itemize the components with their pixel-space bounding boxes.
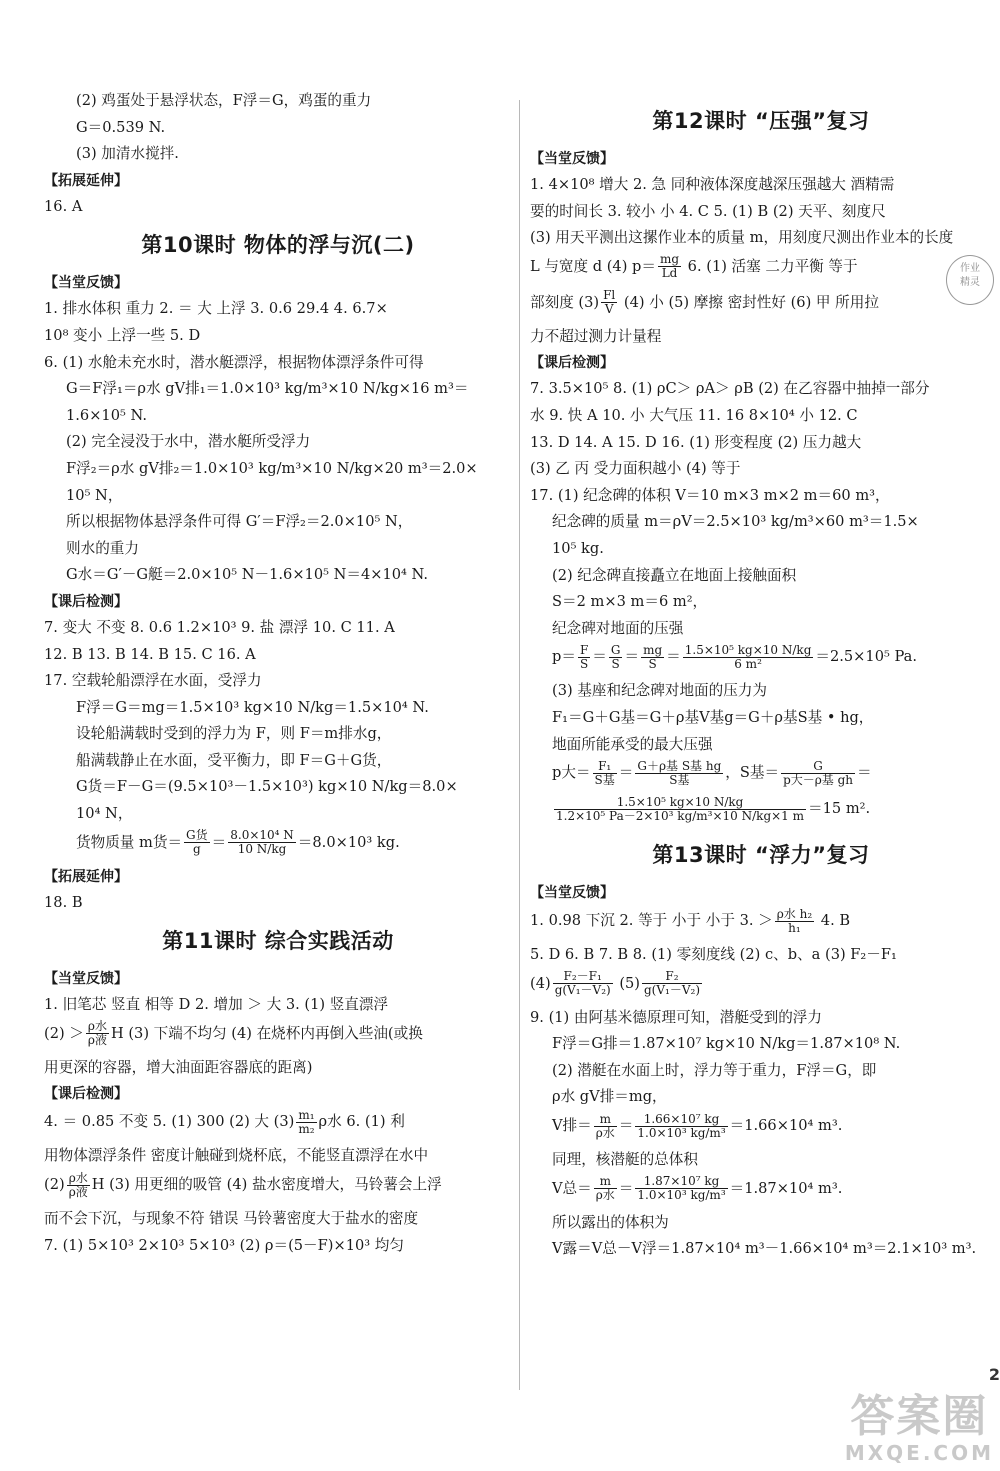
text: 4. B [816, 912, 851, 930]
text-line: 10⁴ N， [76, 805, 133, 823]
text-line: 纪念碑的质量 m＝ρV＝2.5×10³ kg/m³×60 m³＝1.5× [552, 513, 919, 531]
text-line: 12. B 13. B 14. B 15. C 16. A [44, 645, 256, 663]
fraction [228, 829, 296, 856]
text-line: F浮＝G排＝1.87×10⁷ kg×10 N/kg＝1.87×10⁸ N. [552, 1035, 901, 1053]
text: p大＝ [552, 764, 591, 782]
fraction [658, 253, 681, 280]
fraction [601, 289, 617, 316]
formula-line: p大＝ $\frac{\text{F₁}}{\text{S基}}$ ＝ $\frac{\text{G＋ρ基 S基 hg}}{\text{S基}}$ ，S基＝ $\frac{G}{\text{p大－ρ基 gh}}$ ＝ [552, 758, 872, 787]
text-line: (2) 潜艇在水面上时，浮力等于重力，F浮＝G，即 [552, 1061, 877, 1079]
denominator: S基 [594, 772, 615, 787]
text-line: 则水的重力 [66, 539, 139, 557]
text-line: F浮＝G＝mg＝1.5×10³ kg×10 N/kg＝1.5×10⁴ N. [76, 698, 429, 716]
text: ，S基＝ [725, 764, 780, 782]
text-line: G＝0.539 N. [76, 118, 166, 136]
text-line: G货＝F－G＝(9.5×10³－1.5×10³) kg×10 N/kg＝8.0× [76, 778, 458, 796]
fraction [781, 760, 855, 787]
formula-line [44, 1170, 512, 1206]
text: H (3) 下端不均匀 (4) 在烧杯内再倒入些油(或换 [110, 1024, 423, 1042]
text-line: 水 9. 快 A 10. 小 大气压 11. 16 8×10⁴ 小 12. C [530, 406, 858, 424]
text: (2) [44, 1176, 65, 1194]
text-line: 所以根据物体悬浮条件可得 G′＝F浮₂＝2.0×10⁵ N， [66, 513, 413, 531]
stamp-logo [946, 255, 994, 305]
text: ＝8.0×10³ kg. [297, 833, 400, 851]
text: L 与宽度 d (4) p＝ [530, 257, 656, 275]
fraction [594, 1113, 617, 1140]
text-line: 1. 4×10⁸ 增大 2. 急 同种液体深度越深压强越大 酒精需 [530, 176, 895, 193]
lesson-title: 第13课时 “浮力”复习 [652, 843, 870, 868]
text-line: 17. (1) 纪念碑的体积 V＝10 m×3 m×2 m＝60 m³， [530, 486, 890, 504]
denominator: ρ液 [87, 1033, 107, 1048]
text-line: (3) 用天平测出这摞作业本的质量 m，用刻度尺测出作业本的长度 [530, 229, 954, 247]
denominator: g(V₁－V₂) [644, 983, 700, 998]
text: (4) [530, 974, 551, 992]
fraction [641, 644, 664, 671]
numerator: mg [659, 252, 680, 267]
section-header: 【当堂反馈】 [530, 885, 614, 902]
denominator: S [611, 656, 620, 671]
denominator: h₁ [788, 920, 801, 935]
page-number: 2 [988, 1365, 1000, 1384]
text-line: 1. 排水体积 重力 2. ＝ 大 上浮 3. 0.6 29.4 4. 6.7× [44, 300, 388, 318]
text-line: (3) 乙 丙 受力面积越小 (4) 等于 [530, 460, 741, 478]
text-line: 用物体漂浮条件 密度计触碰到烧杯底，不能竖直漂浮在水中 [44, 1147, 429, 1165]
fraction [67, 1172, 90, 1199]
lesson-title: 第10课时 物体的浮与沉(二) [141, 233, 415, 258]
text-line: S＝2 m×3 m＝6 m²， [552, 593, 708, 611]
stamp-text: 精灵 [960, 277, 980, 288]
numerator: m₁ [298, 1107, 315, 1122]
denominator: Ld [661, 266, 678, 281]
fraction [775, 908, 814, 935]
text-line: V露＝V总－V浮＝1.87×10⁴ m³－1.66×10⁴ m³＝2.1×10³ m³. [552, 1240, 977, 1258]
numerator: F₂－F₁ [553, 970, 613, 984]
denominator: S基 [669, 772, 690, 787]
numerator: G＋ρ基 S基 hg [637, 758, 722, 773]
fraction [554, 796, 806, 823]
section-header: 【当堂反馈】 [44, 275, 128, 292]
text-line: 6. (1) 水舱未充水时，潜水艇漂浮，根据物体漂浮条件可得 [44, 353, 424, 371]
numerator: m [594, 1175, 617, 1189]
formula-line: V排＝ $\frac{m}{\text{ρ水}}$ ＝ $\frac{\text{1.66×10⁷ kg}}{\text{1.0×10³ kg/m³}}$ ＝1.66×10⁴ m³. [552, 1111, 843, 1140]
lesson-title: 第12课时 “压强”复习 [652, 109, 870, 133]
denominator: 6 m² [734, 656, 762, 671]
text-line: 10⁵ kg. [552, 539, 604, 557]
formula-line: V总＝ $\frac{m}{\text{ρ水}}$ ＝ $\frac{\text{1.87×10⁷ kg}}{\text{1.0×10³ kg/m³}}$ ＝1.87×10⁴ m³. [552, 1174, 843, 1203]
fraction [609, 644, 623, 671]
text-line: 1.6×10⁵ N. [66, 406, 147, 424]
numerator: 1.87×10⁷ kg [635, 1175, 727, 1189]
numerator: 1.66×10⁷ kg [635, 1113, 727, 1127]
denominator: S [579, 656, 589, 671]
denominator: 10 N/kg [237, 842, 287, 857]
text-line: 所以露出的体积为 [552, 1213, 669, 1231]
numerator: ρ水 [68, 1170, 88, 1185]
section-header: 【拓展延伸】 [44, 868, 128, 885]
numerator: mg [643, 642, 663, 657]
text: 6. (1) 活塞 二力平衡 等于 [683, 257, 858, 275]
section-header: 【课后检测】 [530, 355, 614, 372]
watermark-logo [845, 1393, 994, 1465]
text: (2) ＞ [44, 1024, 84, 1042]
numerator: ρ水 [87, 1019, 107, 1034]
text: (5) [614, 974, 640, 992]
stamp-text: 作业 [960, 263, 980, 274]
text: ＝2.5×10⁵ Pa. [815, 648, 917, 666]
fraction [553, 970, 613, 997]
fraction [296, 1109, 316, 1136]
text: 4. ＝ 0.85 不变 5. (1) 300 (2) 大 (3) [44, 1113, 295, 1131]
column-divider [519, 100, 520, 1390]
denominator: 1.0×10³ kg/m³ [637, 1125, 726, 1140]
formula-line [44, 1107, 512, 1143]
denominator: 1.2×10⁵ Pa－2×10³ kg/m³×10 N/kg×1 m [556, 808, 805, 823]
fraction [594, 1175, 617, 1202]
text-line: 7. 3.5×10⁵ 8. (1) ρC＞ ρA＞ ρB (2) 在乙容器中抽掉一部分 [530, 380, 930, 398]
formula-line [44, 828, 512, 864]
numerator: F [579, 642, 589, 657]
text-line: (2) 鸡蛋处于悬浮状态，F浮＝G，鸡蛋的重力 [76, 92, 372, 109]
numerator: G货 [186, 828, 208, 843]
fraction [86, 1020, 109, 1047]
text-line: ρ水 gV排＝mg， [552, 1088, 667, 1106]
text-line: 16. A [44, 197, 83, 215]
formula-line [530, 288, 992, 324]
denominator: ρ液 [68, 1184, 88, 1199]
denominator: p大－ρ基 gh [783, 772, 854, 787]
text-line: 1. 旧笔芯 竖直 相等 D 2. 增加 ＞ 大 3. (1) 竖直漂浮 [44, 996, 389, 1014]
formula-line: p＝ $\frac{F}{S}$ ＝ $\frac{G}{S}$ ＝ $\frac{mg}{S}$ ＝ $\frac{\text{1.5×10⁵ kg×10 N/kg}}{\text{6 m²}}$ ＝2.5×10⁵ Pa. [552, 642, 917, 671]
section-header: 【当堂反馈】 [44, 971, 128, 988]
left-column [44, 88, 512, 1259]
text-line: (2) 完全浸没于水中，潜水艇所受浮力 [66, 433, 311, 451]
text: p＝ [552, 648, 576, 666]
text-line: F₁＝G＋G基＝G＋ρ基V基g＝G＋ρ基S基 • hg， [552, 708, 874, 726]
text-line: (2) 纪念碑直接矗立在地面上接触面积 [552, 566, 797, 584]
fraction [578, 644, 590, 671]
text-line: G＝F浮₁＝ρ水 gV排₁＝1.0×10³ kg/m³×10 N/kg×16 m³＝ [66, 380, 469, 398]
fraction [593, 760, 617, 787]
text-line: 力不超过测力计量程 [530, 327, 662, 345]
numerator: 1.5×10⁵ kg×10 N/kg [554, 796, 806, 810]
denominator: S [648, 656, 657, 671]
watermark-url: MXQE.COM [844, 1441, 994, 1465]
text-line: 地面所能承受的最大压强 [552, 735, 713, 753]
section-header: 【拓展延伸】 [44, 172, 128, 189]
text-line: 18. B [44, 893, 83, 911]
text-line: 船满载静止在水面，受平衡力，即 F＝G＋G货， [76, 751, 392, 769]
denominator: ρ水 [595, 1188, 615, 1203]
text-line: 而不会下沉，与现象不符 错误 马铃薯密度大于盐水的密度 [44, 1210, 419, 1228]
numerator: G [610, 642, 621, 657]
text-line: (3) 加清水搅拌. [76, 145, 179, 163]
text: (4) 小 (5) 摩擦 密封性好 (6) 甲 所用拉 [619, 293, 879, 311]
text-line: 7. 变大 不变 8. 0.6 1.2×10³ 9. 盐 漂浮 10. C 11. A [44, 618, 395, 636]
text-line: 5. D 6. B 7. B 8. (1) 零刻度线 (2) c、b、a (3) F₂－F₁ [530, 946, 897, 964]
text: V总＝ [552, 1179, 592, 1197]
numerator: ρ水 h₂ [776, 906, 813, 921]
text-line: (3) 基座和纪念碑对地面的压力为 [552, 682, 768, 700]
numerator: Fl [603, 288, 616, 303]
denominator: V [604, 302, 614, 317]
text: V排＝ [552, 1117, 592, 1135]
text: ＝1.66×10⁴ m³. [729, 1117, 843, 1135]
text-line: 要的时间长 3. 较小 小 4. C 5. (1) B (2) 天平、刻度尺 [530, 202, 886, 220]
formula-line [530, 969, 992, 1005]
section-header: 【课后检测】 [44, 593, 128, 610]
text-line: 10⁸ 变小 上浮一些 5. D [44, 326, 201, 344]
text: 货物质量 m货＝ [76, 833, 183, 851]
text-line: 13. D 14. A 15. D 16. (1) 形变程度 (2) 压力越大 [530, 433, 862, 451]
text: 1. 0.98 下沉 2. 等于 小于 小于 3. ＞ [530, 912, 773, 930]
watermark-text: 答案圈 [850, 1391, 989, 1442]
fraction [642, 970, 702, 997]
formula-line [44, 1019, 512, 1055]
text-line: 7. (1) 5×10³ 2×10³ 5×10³ (2) ρ＝(5－F)×10³ 均匀 [44, 1236, 404, 1254]
numerator: 1.5×10⁵ kg×10 N/kg [684, 642, 812, 657]
text-line: G水＝G′－G艇＝2.0×10⁵ N－1.6×10⁵ N＝4×10⁴ N. [66, 566, 429, 584]
fraction [635, 1113, 727, 1140]
denominator: m₂ [298, 1121, 315, 1136]
text: ρ水 6. (1) 利 [318, 1113, 405, 1131]
text: 部刻度 (3) [530, 293, 600, 311]
lesson-title: 第11课时 综合实践活动 [162, 929, 394, 954]
fraction [184, 829, 210, 856]
text-line: 9. (1) 由阿基米德原理可知，潜艇受到的浮力 [530, 1008, 822, 1026]
fraction [635, 760, 723, 787]
numerator: m [594, 1113, 617, 1127]
numerator: F₁ [593, 760, 617, 774]
formula-line [530, 252, 992, 288]
denominator: g [193, 842, 201, 857]
numerator: F₂ [642, 970, 702, 984]
text: ＝ [211, 833, 227, 851]
formula-line [530, 794, 992, 830]
denominator: g(V₁－V₂) [554, 983, 611, 998]
fraction [683, 644, 814, 671]
section-header: 【当堂反馈】 [530, 151, 614, 167]
text: ＝15 m². [808, 800, 871, 818]
text: H (3) 用更细的吸管 (4) 盐水密度增大，马铃薯会上浮 [91, 1176, 442, 1194]
section-header: 【课后检测】 [44, 1086, 128, 1103]
fraction [635, 1175, 727, 1202]
numerator: 8.0×10⁴ N [230, 828, 294, 843]
text-line: 纪念碑对地面的压强 [552, 619, 684, 637]
formula-line [530, 906, 992, 942]
text: ＝1.87×10⁴ m³. [729, 1179, 843, 1197]
numerator: G [781, 760, 855, 774]
text-line: 10⁵ N， [66, 486, 123, 504]
text-line: F浮₂＝ρ水 gV排₂＝1.0×10³ kg/m³×10 N/kg×20 m³＝2.0× [66, 459, 478, 477]
text-line: 用更深的容器，增大油面距容器底的距离) [44, 1058, 313, 1076]
denominator: ρ水 [595, 1125, 615, 1140]
denominator: 1.0×10³ kg/m³ [637, 1188, 726, 1203]
text-line: 设轮船满载时受到的浮力为 F，则 F＝m排水g， [76, 725, 392, 743]
text-line: 同理，核潜艇的总体积 [552, 1151, 698, 1169]
right-column [530, 88, 992, 1263]
text-line: 17. 空载轮船漂浮在水面，受浮力 [44, 672, 262, 690]
